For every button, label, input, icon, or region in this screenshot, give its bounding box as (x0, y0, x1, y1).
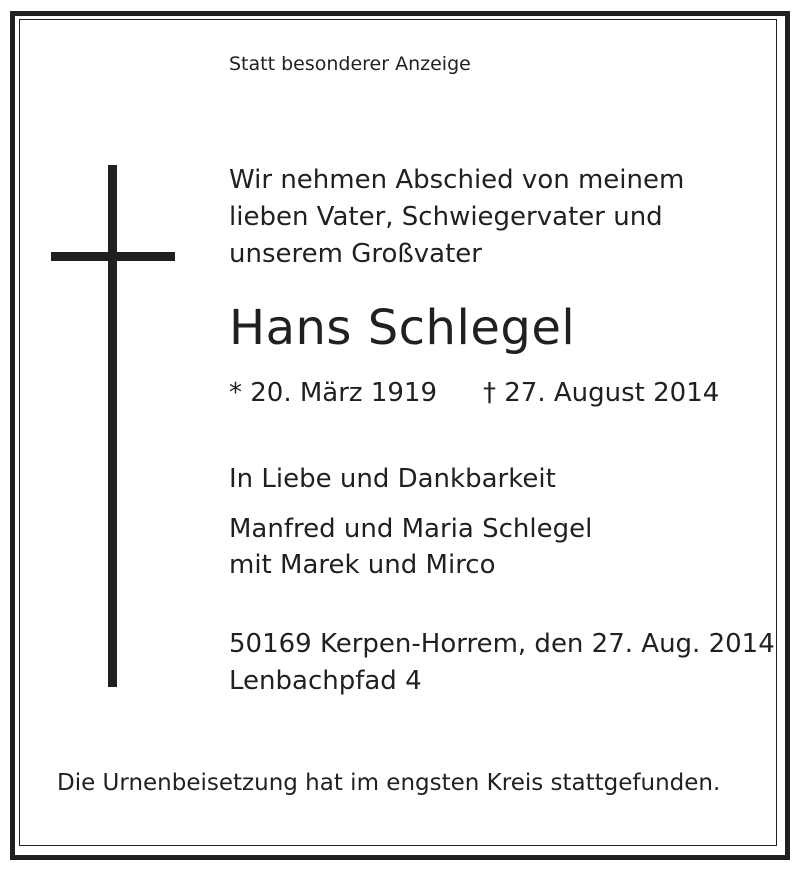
intro-line: Wir nehmen Abschied von meinem (229, 165, 685, 195)
family-line: mit Marek und Mirco (229, 550, 496, 580)
place-date-line: 50169 Kerpen-Horrem, den 27. Aug. 2014 (229, 629, 775, 659)
intro-line: lieben Vater, Schwiegervater und (229, 202, 663, 232)
thanks-line: In Liebe und Dankbarkeit (229, 464, 556, 494)
intro-text (229, 162, 684, 273)
birth-date: * 20. März 1919 (229, 378, 438, 408)
intro-line: unserem Großvater (229, 239, 482, 269)
address-line: Lenbachpfad 4 (229, 666, 422, 696)
inner-border (19, 19, 777, 846)
notice-header: Statt besonderer Anzeige (229, 53, 471, 75)
family-names (229, 511, 592, 583)
death-date: † 27. August 2014 (483, 378, 720, 408)
cross-horizontal-beam (51, 252, 175, 261)
place-and-address (229, 626, 775, 700)
family-line: Manfred und Maria Schlegel (229, 514, 593, 544)
burial-note: Die Urnenbeisetzung hat im engsten Kreis stattgefunden. (57, 770, 721, 796)
cross-vertical-beam (108, 165, 117, 687)
deceased-name: Hans Schlegel (229, 300, 576, 356)
